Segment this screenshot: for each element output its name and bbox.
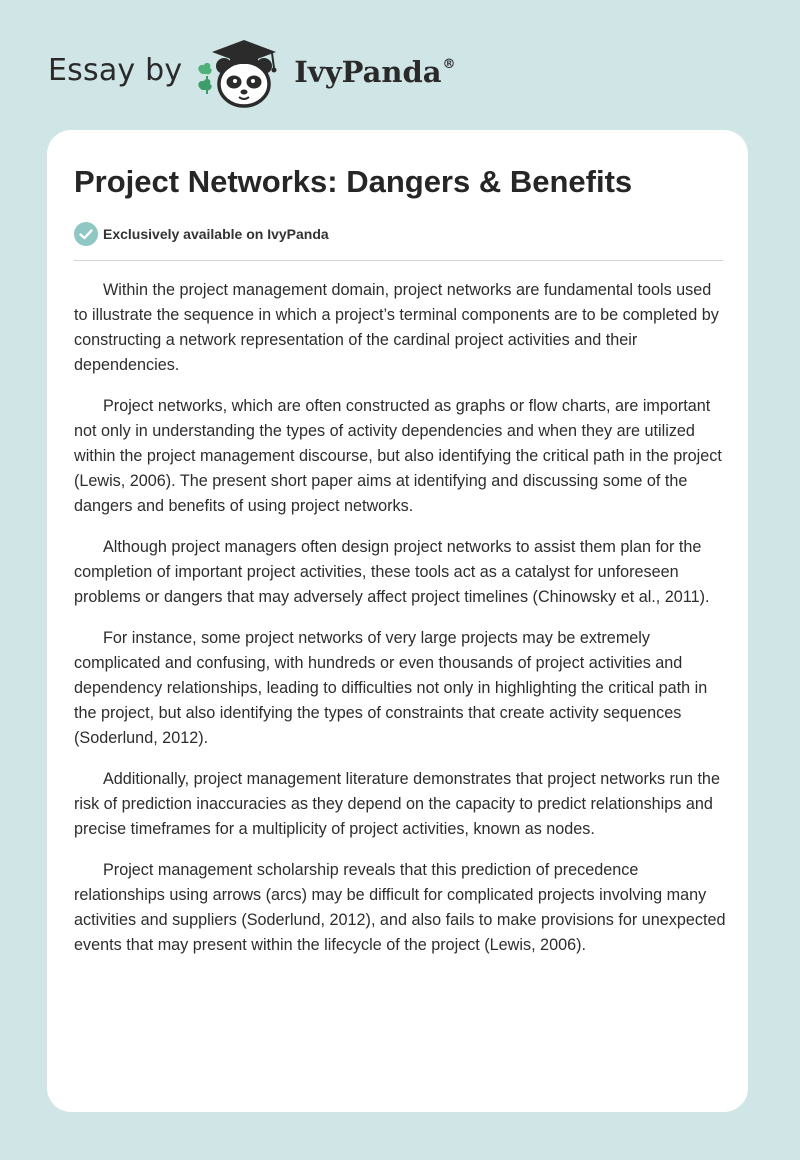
essay-paragraph: Project management scholarship reveals that this prediction of precedence relationships using arrows (arcs) may be difficult for complicated projects involving many activities and suppliers (Soderlund, 2012), and also fails to make provisions for unexpected events that may present within the lifecycle of the project (Lewis, 2006). <box>74 861 726 954</box>
title-divider <box>74 260 723 261</box>
check-circle-icon <box>74 222 98 246</box>
exclusive-badge-label: Exclusively available on IvyPanda <box>103 226 329 242</box>
essay-paragraph: Project networks, which are often constructed as graphs or flow charts, are important not only in understanding the types of activity dependencies and when they are utilized within the project management discourse, but also identifying the critical path in the project (Lewis, 2006). The present short paper aims at identifying and discussing some of the dangers and benefits of using project networks. <box>74 397 722 515</box>
essay-paragraph: Additionally, project management literature demonstrates that project networks run the risk of prediction inaccuracies as they depend on the capacity to predict relationships and precise timeframes for a multiplicity of project activities, known as nodes. <box>74 770 720 838</box>
essay-paragraph: Although project managers often design project networks to assist them plan for the completion of important project activities, these tools act as a catalyst for unforeseen problems or dangers that may adversely affect project timelines (Chinowsky et al., 2011). <box>74 538 710 606</box>
site-header <box>48 34 456 110</box>
essay-paragraph: For instance, some project networks of very large projects may be extremely complicated and confusing, with hundreds or even thousands of project activities and dependency relationships, leading to difficulties not only in highlighting the critical path in the project, but also identifying the types of constraints that create activity sequences (Soderlund, 2012). <box>74 629 708 747</box>
brand-label: IvyPanda <box>294 55 442 89</box>
page-title: Project Networks: Dangers & Benefits <box>74 164 633 199</box>
brand-name[interactable] <box>294 55 455 89</box>
exclusive-badge <box>74 222 329 246</box>
essay-by-label: Essay by <box>48 52 183 88</box>
essay-body <box>74 278 726 974</box>
trademark-symbol: ® <box>442 57 456 72</box>
essay-paragraph: Within the project management domain, project networks are fundamental tools used to illustrate the sequence in which a project’s terminal components are to be completed by constructing a network representation of the cardinal project activities and their dependencies. <box>74 281 719 374</box>
essay-card <box>47 130 748 1112</box>
panda-graduate-icon <box>196 34 288 110</box>
